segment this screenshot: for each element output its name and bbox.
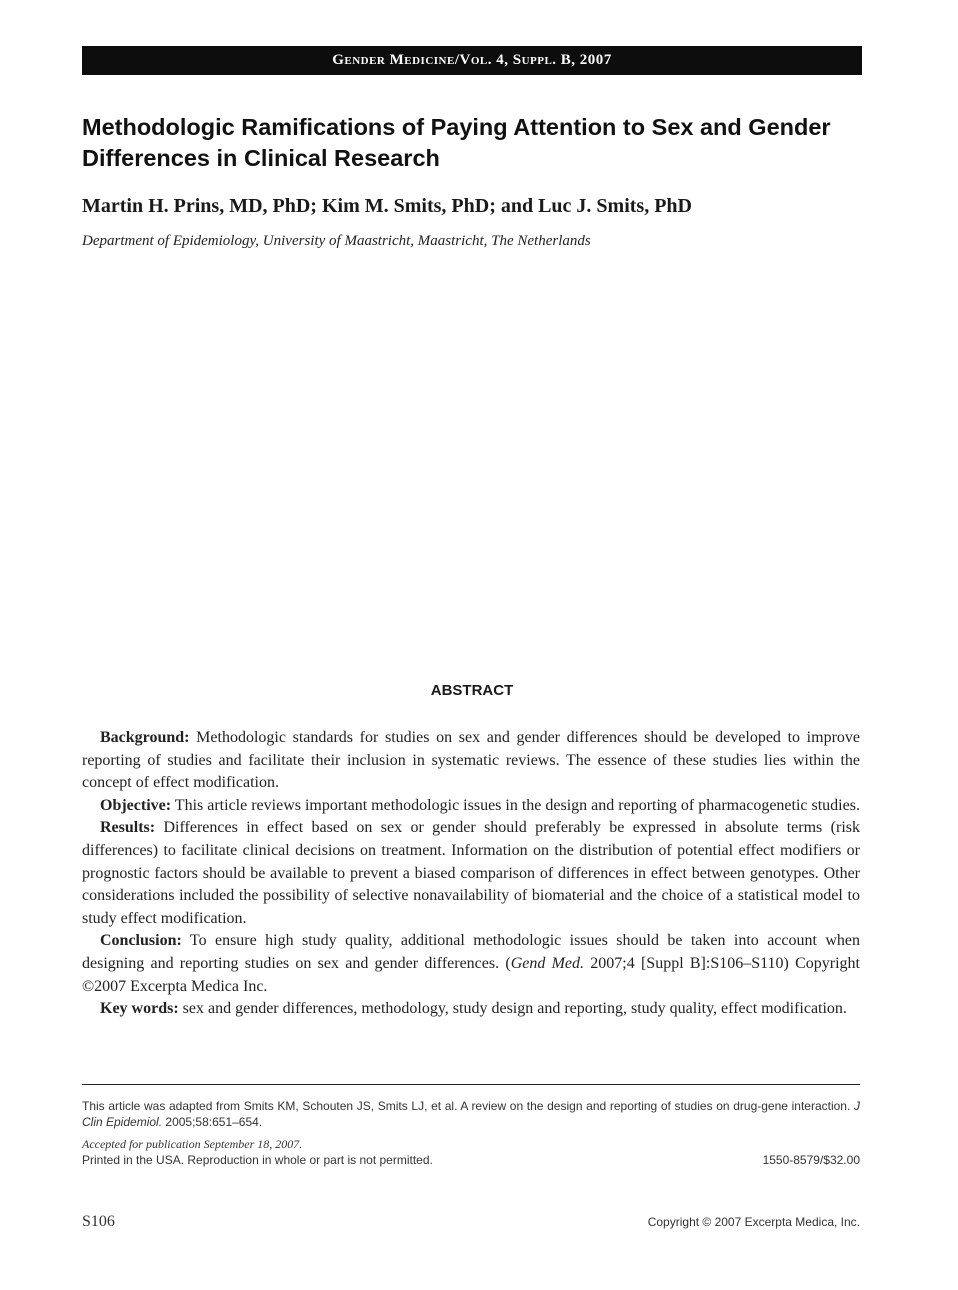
article-title: Methodologic Ramifications of Paying Attention to Sex and Gender Differences in Clinical Research — [82, 114, 831, 171]
page-number: S106 — [82, 1213, 115, 1230]
adapted-prefix: This article was adapted from Smits KM, Schouten JS, Smits LJ, et al. A review on the design and reporting of studies on drug-gene interaction. — [82, 1099, 851, 1113]
adapted-suffix: 2005;58:651–654. — [165, 1115, 263, 1129]
author-list: Martin H. Prins, MD, PhD; Kim M. Smits, PhD; and Luc J. Smits, PhD — [82, 195, 692, 217]
author-affiliation: Department of Epidemiology, University of Maastricht, Maastricht, The Netherlands — [82, 233, 591, 249]
keywords-label: Key words: — [100, 1000, 179, 1018]
abstract-results — [82, 817, 860, 930]
abstract-conclusion — [82, 930, 860, 998]
footnotes — [82, 1098, 860, 1168]
keywords-text: sex and gender differences, methodology, study design and reporting, study quality, effect modification. — [182, 1000, 847, 1018]
adapted-journal: J Clin Epidemiol. — [82, 1099, 860, 1129]
journal-line: Gender Medicine/Vol. 4, Suppl. B, 2007 — [332, 52, 612, 68]
results-label: Results: — [100, 819, 156, 837]
journal-header-bar — [82, 46, 862, 75]
background-text: Methodologic standards for studies on sex and gender differences should be developed to improve reporting of studies and facilitate their inclusion in systematic reviews. The essence of these studies lies within the concept of effect modification. — [82, 729, 860, 792]
abstract-objective — [82, 795, 860, 818]
results-text: Differences in effect based on sex or gender should preferably be expressed in absolute terms (risk differences) to facilitate clinical decisions on treatment. Information on the distribution of potential effect modifiers or prognostic factors should be available to prevent a biased comparison of differences in effect between genotypes. Other considerations included the possibility of selective nonavailability of biomaterial and the choice of a statistical model to study effect modification. — [82, 819, 860, 927]
abstract-heading: ABSTRACT — [430, 682, 514, 699]
abstract-background — [82, 727, 860, 795]
conclusion-text: To ensure high study quality, additional methodologic issues should be taken into account when designing and reporting studies on sex and gender differences. ( — [82, 932, 861, 972]
copyright-footer: Copyright © 2007 Excerpta Medica, Inc. — [647, 1215, 860, 1229]
abstract-keywords — [82, 998, 860, 1021]
adaptation-note — [82, 1098, 860, 1130]
conclusion-label: Conclusion: — [100, 932, 182, 950]
abstract-body — [82, 727, 860, 1021]
printed-note: Printed in the USA. Reproduction in whole or part is not permitted. — [82, 1153, 433, 1167]
citation-rest: 2007;4 [Suppl B]:S106–S110) Copyright ©2007 Excerpta Medica Inc. — [82, 954, 860, 995]
accepted-note: Accepted for publication September 18, 2007. — [82, 1137, 303, 1151]
issn-price: 1550-8579/$32.00 — [762, 1153, 860, 1167]
print-row — [82, 1152, 860, 1168]
objective-label: Objective: — [100, 796, 172, 814]
objective-text: This article reviews important methodologic issues in the design and reporting of pharmacogenetic studies. — [174, 796, 860, 814]
citation-journal: Gend Med. — [510, 954, 585, 972]
footnote-divider — [82, 1084, 860, 1085]
background-label: Background: — [100, 729, 190, 746]
